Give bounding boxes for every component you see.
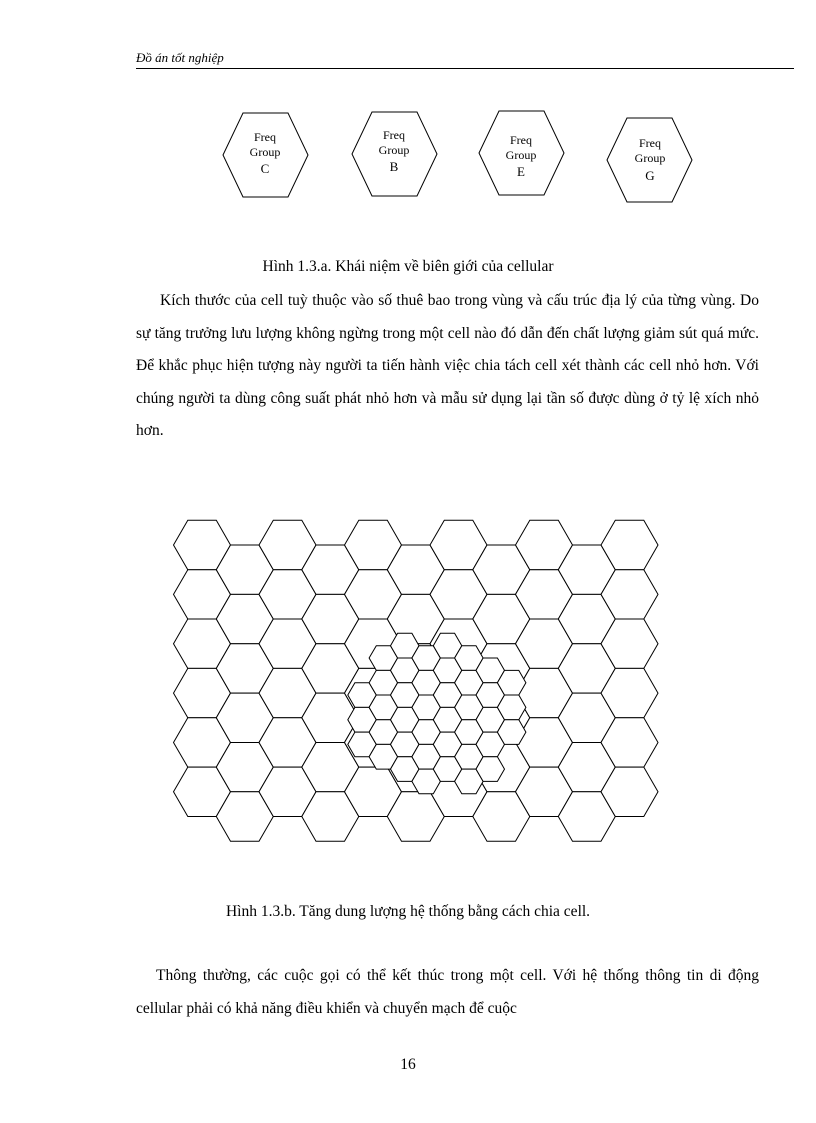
freq-group-label-line2: Group [634, 151, 666, 165]
body-paragraph-2: Thông thường, các cuộc gọi có thể kết thúc trong một cell. Với hệ thống thông tin di động cellular phải có khả năng điều khiển và chuyển mạch để cuộc [136, 967, 759, 1017]
body-paragraph-1: Kích thước của cell tuỳ thuộc vào số thuê bao trong vùng và cấu trúc địa lý của từng vùng. Do sự tăng trưởng lưu lượng không ngừng trong một cell nào đó dẫn đến chất lượng giảm sút quá mức. Để khắc phục hiện tượng này người ta tiến hành việc chia tách cell xét thành các cell nhỏ hơn. Với chúng người ta dùng công suất phát nhỏ hơn và mẫu sử dụng lại tần số được dùng ở tỷ lệ xích nhỏ hơn. [136, 292, 759, 440]
page-number: 16 [400, 1056, 416, 1073]
freq-group-hex-g [607, 118, 692, 202]
freq-group-label-line1: Freq [639, 136, 661, 150]
freq-group-letter: C [260, 161, 270, 176]
cell-splitting-diagram [172, 518, 664, 858]
freq-group-label-line2: Group [249, 145, 281, 159]
freq-group-letter: E [517, 164, 525, 179]
freq-group-hex-b [352, 112, 437, 196]
frequency-group-diagram [0, 110, 816, 210]
freq-group-label-line2: Group [505, 148, 537, 162]
freq-group-letter: G [645, 168, 655, 183]
freq-group-label-line1: Freq [254, 130, 276, 144]
freq-group-label-line1: Freq [383, 128, 405, 142]
figure-caption-a: Hình 1.3.a. Khái niệm về biên giới của cellular [262, 258, 554, 275]
figure-caption-b: Hình 1.3.b. Tăng dung lượng hệ thống bằng cách chia cell. [225, 903, 591, 920]
freq-group-label-line2: Group [378, 143, 410, 157]
freq-group-hex-c [223, 113, 308, 197]
freq-group-label-line1: Freq [510, 133, 532, 147]
page-header: Đồ án tốt nghiệp [136, 50, 794, 69]
freq-group-letter: B [389, 159, 399, 174]
freq-group-hex-e [479, 111, 564, 195]
